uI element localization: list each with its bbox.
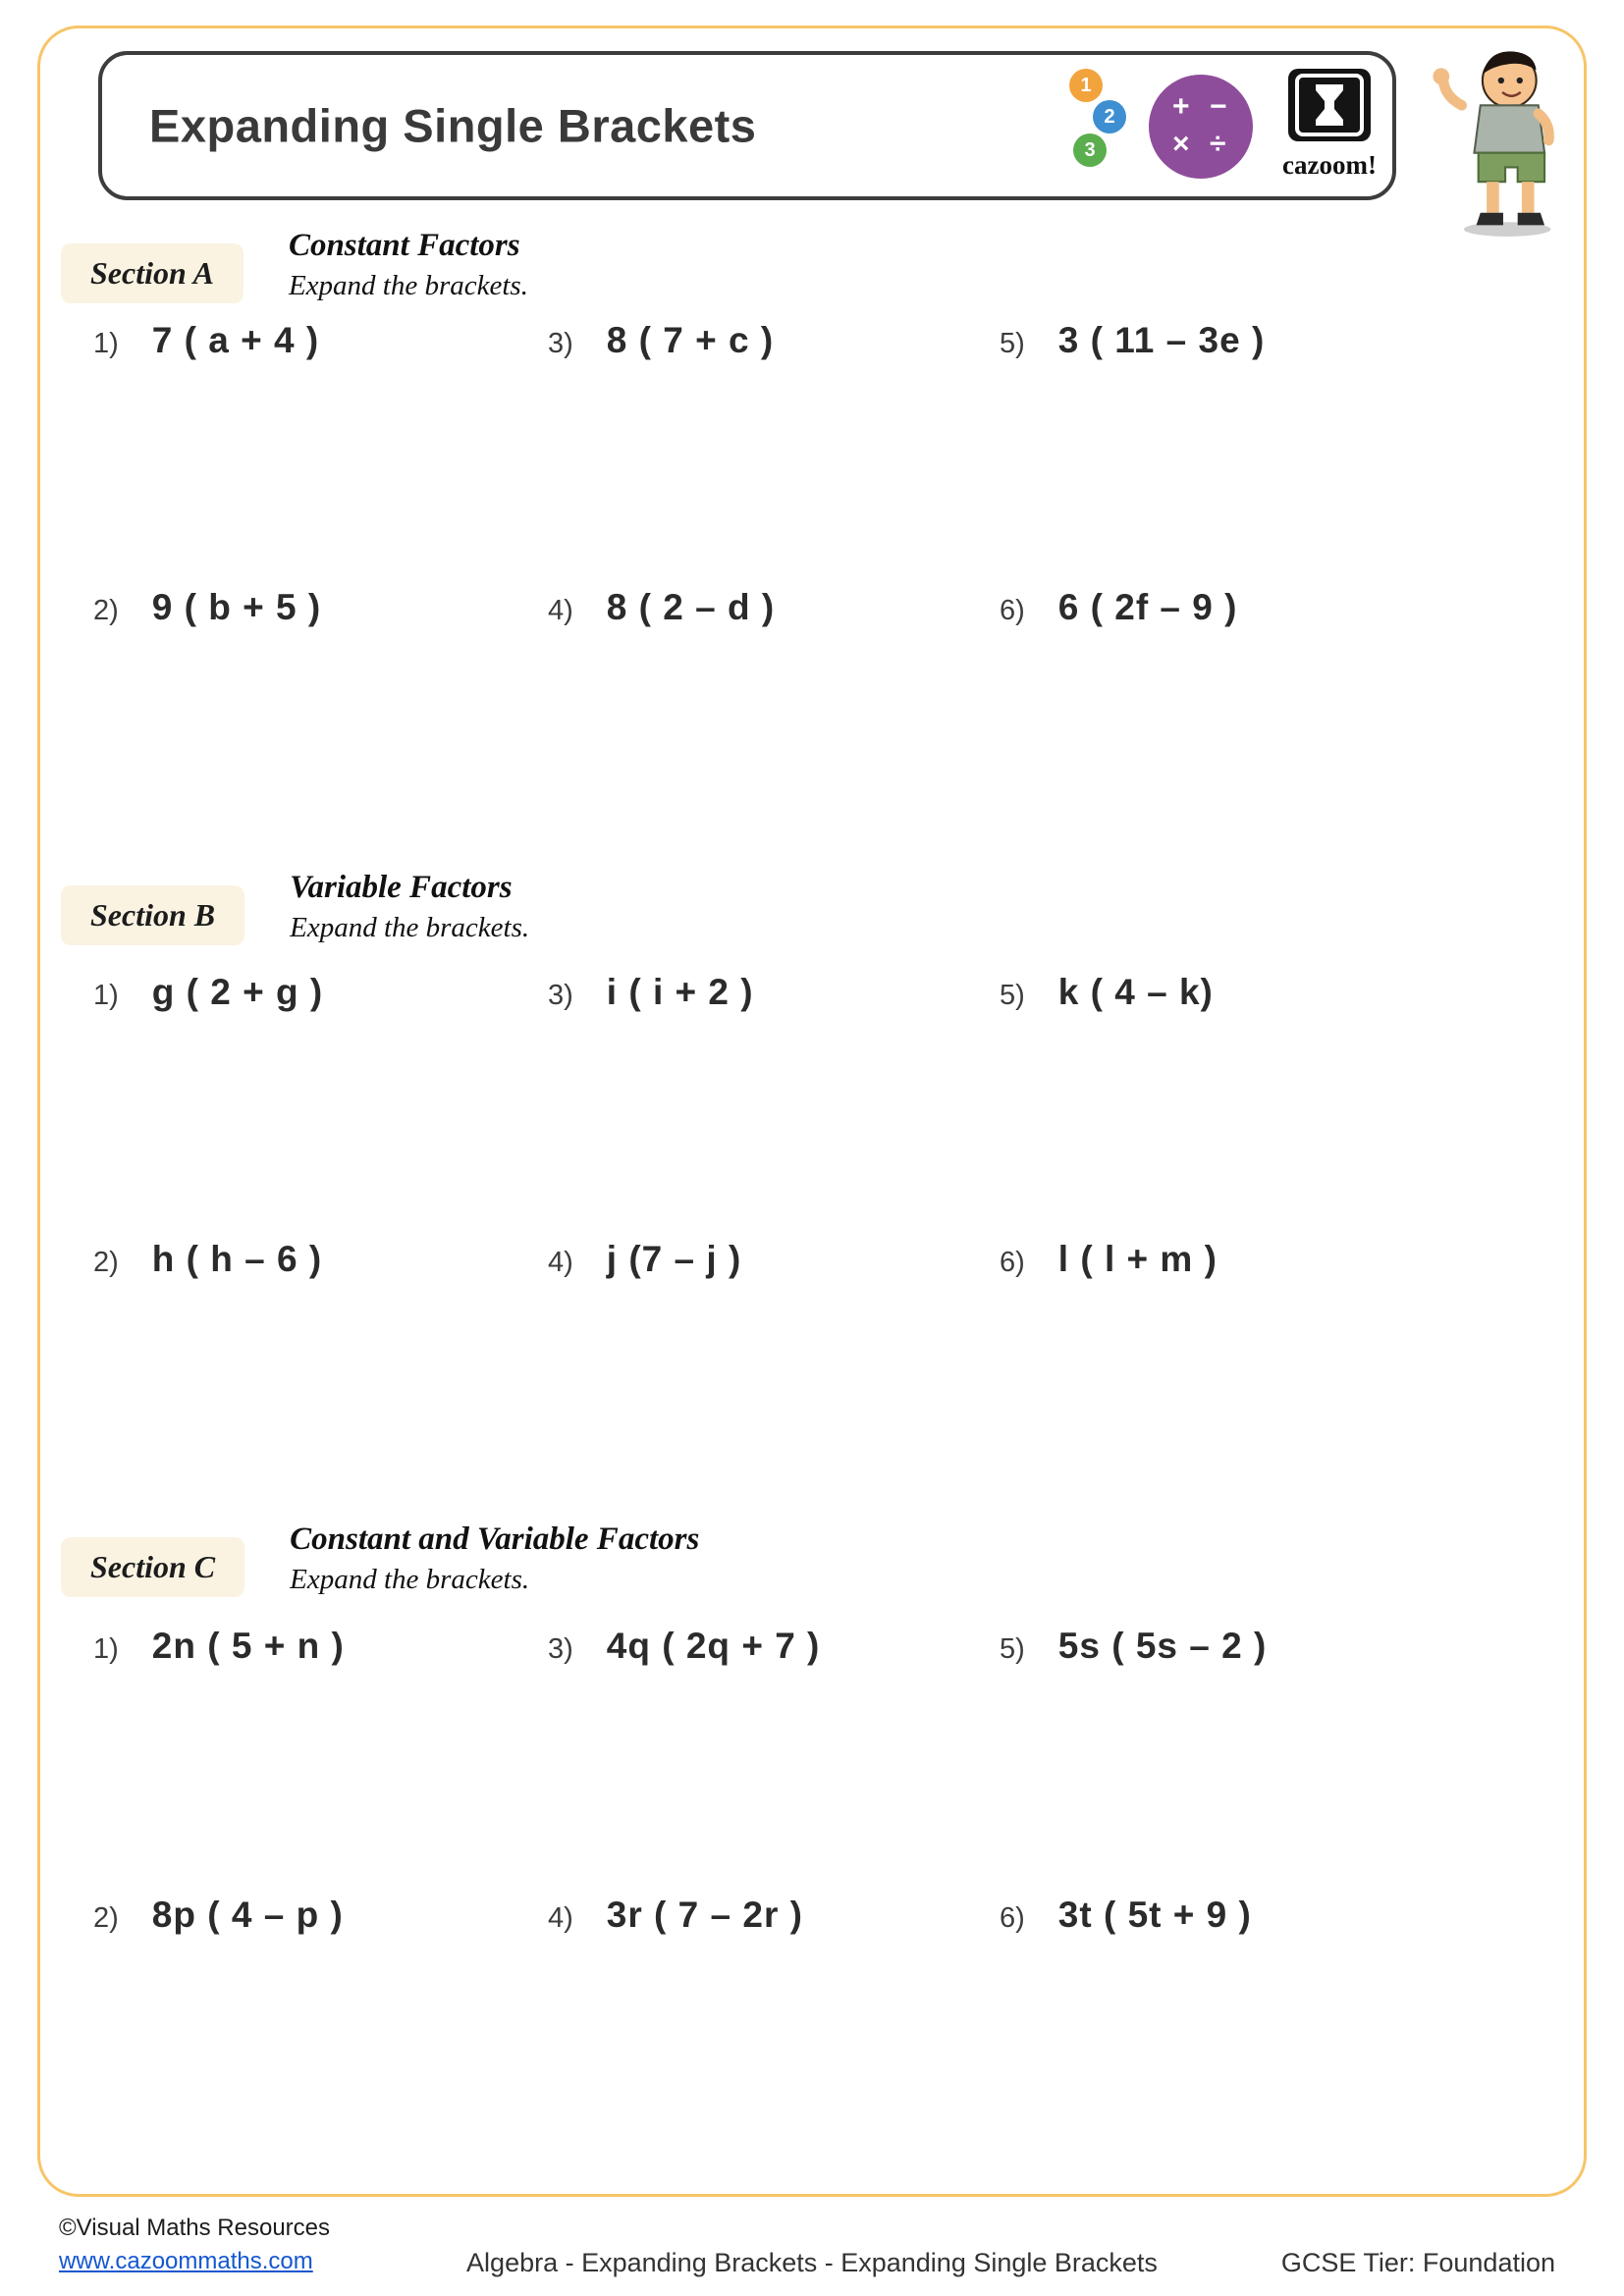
section-b-row-1 [0,972,1624,1021]
problem-c2 [93,1895,344,1936]
problem-c6 [1000,1895,1252,1936]
plus-icon: + [1172,90,1190,123]
problem-number: 2) [93,1902,119,1934]
problem-number: 3) [548,980,573,1011]
badge-two-icon: 2 [1093,100,1126,133]
section-c-header [61,1522,699,1597]
problem-number: 4) [548,1247,573,1278]
minus-icon: − [1210,90,1227,123]
problem-expression: 6 ( 2f – 9 ) [1057,587,1238,627]
copyright-text: ©Visual Maths Resources [59,2215,331,2241]
badge-one-icon: 1 [1069,69,1103,102]
section-a-heading: Constant Factors [288,228,520,263]
problem-c1 [93,1626,345,1667]
problem-c5 [1000,1626,1267,1667]
problem-b2 [93,1239,322,1280]
problem-number: 6) [1000,595,1025,626]
problem-expression: h ( h – 6 ) [151,1239,323,1279]
section-c-label: Section C [61,1537,244,1597]
problem-number: 3) [548,328,573,359]
problem-b5 [1000,972,1214,1013]
section-a-header [61,228,528,303]
section-a-instruction: Expand the brackets. [288,270,528,301]
problem-b6 [1000,1239,1218,1280]
section-b-heading: Variable Factors [290,870,513,905]
problem-expression: i ( i + 2 ) [606,972,754,1012]
website-link[interactable]: www.cazoommaths.com [59,2248,313,2274]
problem-a2 [93,587,321,628]
problem-expression: 9 ( b + 5 ) [151,587,322,627]
problem-number: 2) [93,595,119,626]
problem-a6 [1000,587,1237,628]
problem-a5 [1000,320,1265,361]
problem-expression: g ( 2 + g ) [151,972,324,1012]
math-operators-icon [1149,75,1253,179]
problem-c3 [548,1626,820,1667]
problem-expression: l ( l + m ) [1057,1239,1218,1279]
problem-number: 4) [548,1902,573,1934]
problem-number: 5) [1000,980,1025,1011]
problem-c4 [548,1895,803,1936]
problem-expression: 7 ( a + 4 ) [151,320,320,360]
section-a-row-2 [0,587,1624,636]
problem-a3 [548,320,774,361]
cazoom-logo-text: cazoom! [1282,150,1377,180]
problem-expression: 8p ( 4 – p ) [151,1895,344,1935]
problem-b4 [548,1239,741,1280]
problem-number: 6) [1000,1247,1025,1278]
section-a-row-1 [0,320,1624,369]
title-box [98,51,1396,200]
problem-number: 5) [1000,1633,1025,1665]
section-a-label: Section A [61,243,244,303]
section-c-instruction: Expand the brackets. [290,1564,530,1595]
page-title: Expanding Single Brackets [149,99,757,152]
problem-expression: 8 ( 2 – d ) [606,587,776,627]
number-badges [1069,69,1138,187]
problem-expression: j (7 – j ) [606,1239,742,1279]
footer-breadcrumb: Algebra - Expanding Brackets - Expanding Single Brackets [466,2248,1158,2277]
problem-expression: 3t ( 5t + 9 ) [1057,1895,1252,1935]
divide-icon: ÷ [1210,128,1226,160]
problem-number: 3) [548,1633,573,1665]
section-c-row-2 [0,1895,1624,1944]
problem-number: 6) [1000,1902,1025,1934]
problem-expression: 3 ( 11 – 3e ) [1057,320,1266,360]
section-c-row-1 [0,1626,1624,1675]
problem-number: 1) [93,328,119,359]
problem-expression: 2n ( 5 + n ) [151,1626,345,1666]
cartoon-boy-illustration [1426,41,1583,238]
problem-expression: k ( 4 – k) [1057,972,1214,1012]
section-b-instruction: Expand the brackets. [290,912,530,943]
section-b-label: Section B [61,885,244,945]
problem-expression: 8 ( 7 + c ) [606,320,775,360]
problem-number: 5) [1000,328,1025,359]
problem-number: 2) [93,1247,119,1278]
cazoom-logo-icon [1286,67,1373,143]
problem-number: 1) [93,1633,119,1665]
problem-expression: 4q ( 2q + 7 ) [606,1626,821,1666]
problem-number: 1) [93,980,119,1011]
problem-a1 [93,320,319,361]
section-c-heading: Constant and Variable Factors [290,1522,700,1557]
problem-a4 [548,587,775,628]
problem-b3 [548,972,754,1013]
problem-number: 4) [548,595,573,626]
problem-expression: 5s ( 5s – 2 ) [1057,1626,1268,1666]
footer-tier: GCSE Tier: Foundation [1280,2248,1555,2277]
times-icon: × [1172,128,1190,160]
section-b-header [61,870,529,945]
cazoom-logo [1271,67,1388,181]
badge-three-icon: 3 [1073,133,1107,167]
section-b-row-2 [0,1239,1624,1288]
problem-b1 [93,972,323,1013]
problem-expression: 3r ( 7 – 2r ) [606,1895,803,1935]
